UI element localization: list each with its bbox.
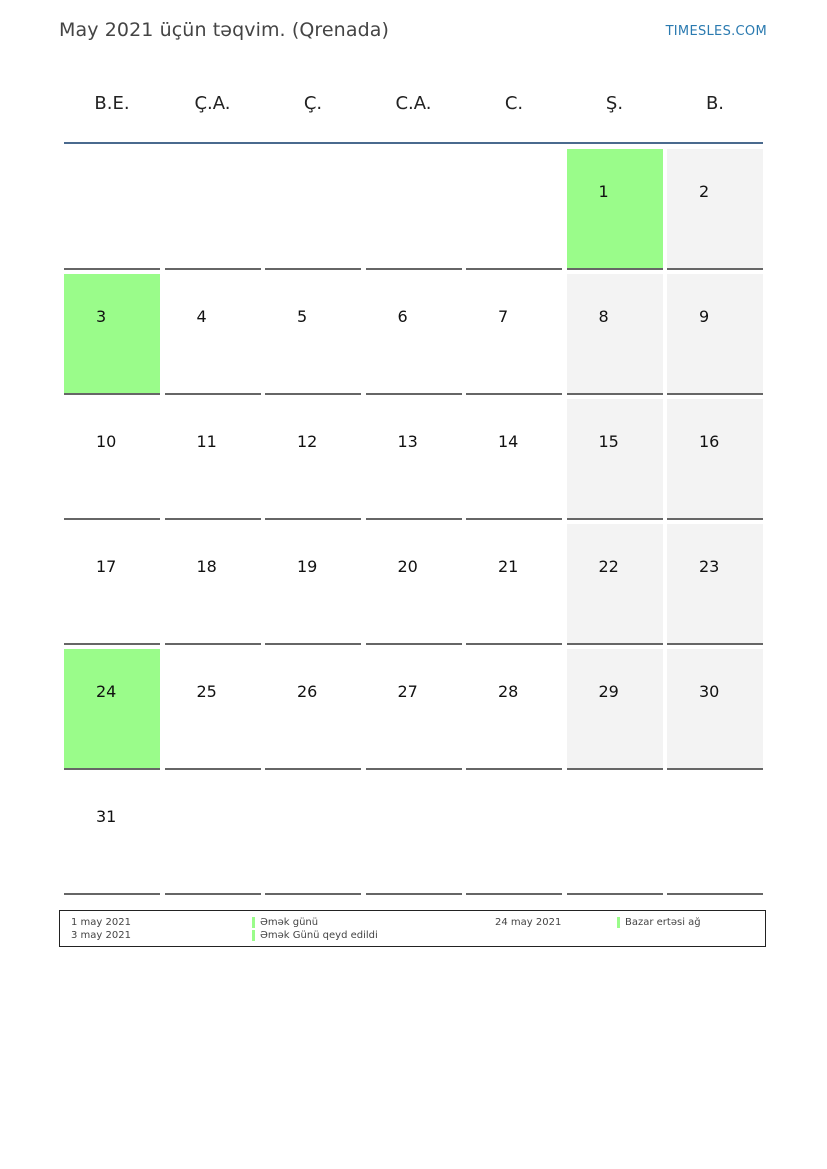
day-cell-8 (567, 274, 663, 395)
day-number: 23 (699, 557, 720, 576)
day-cell-15 (567, 399, 663, 520)
weekday-friday: C. (504, 93, 524, 114)
day-cell-23 (667, 524, 763, 645)
day-cell-6 (366, 274, 462, 395)
day-number: 12 (297, 432, 318, 451)
legend-holiday-name-3: Bazar ertəsi ağ (625, 917, 701, 928)
empty-day-cell (366, 149, 462, 270)
day-number: 17 (96, 557, 117, 576)
day-number: 6 (397, 307, 408, 326)
day-number: 1 (598, 182, 609, 201)
brand-link[interactable]: TIMESLES.COM (665, 24, 767, 39)
holiday-legend (59, 910, 766, 947)
day-cell-18 (165, 524, 261, 645)
day-number: 21 (498, 557, 519, 576)
day-number: 2 (699, 182, 710, 201)
day-cell-17 (64, 524, 160, 645)
empty-day-cell (466, 774, 562, 895)
day-number: 13 (397, 432, 418, 451)
day-cell-20 (366, 524, 462, 645)
legend-holiday-marker-1 (252, 917, 255, 928)
day-cell-2 (667, 149, 763, 270)
day-number: 27 (397, 682, 418, 701)
day-cell-22 (567, 524, 663, 645)
day-number: 24 (96, 682, 117, 701)
day-number: 18 (196, 557, 217, 576)
day-cell-14 (466, 399, 562, 520)
day-cell-7 (466, 274, 562, 395)
day-number: 4 (196, 307, 207, 326)
day-number: 20 (397, 557, 418, 576)
day-number: 10 (96, 432, 117, 451)
day-cell-21 (466, 524, 562, 645)
day-number: 7 (498, 307, 509, 326)
legend-date-2: 3 may 2021 (71, 930, 131, 941)
day-cell-16 (667, 399, 763, 520)
weekday-saturday: Ş. (605, 93, 624, 114)
empty-day-cell (567, 774, 663, 895)
calendar-grid (64, 149, 763, 895)
day-number: 3 (96, 307, 107, 326)
day-cell-10 (64, 399, 160, 520)
legend-holiday-name-2: Əmək Günü qeyd edildi (260, 930, 378, 941)
day-cell-24 (64, 649, 160, 770)
weekday-thursday: C.A. (395, 93, 432, 114)
day-number: 25 (196, 682, 217, 701)
weekday-wednesday: Ç. (303, 93, 323, 114)
legend-holiday-name-1: Əmək günü (260, 917, 319, 928)
day-cell-1 (567, 149, 663, 270)
empty-day-cell (667, 774, 763, 895)
day-cell-11 (165, 399, 261, 520)
empty-day-cell (265, 149, 361, 270)
day-number: 9 (699, 307, 710, 326)
empty-day-cell (165, 149, 261, 270)
day-number: 22 (598, 557, 619, 576)
header-divider (64, 142, 763, 144)
weekday-monday: B.E. (94, 93, 130, 114)
empty-day-cell (64, 149, 160, 270)
day-number: 31 (96, 807, 117, 826)
day-number: 5 (297, 307, 308, 326)
day-cell-26 (265, 649, 361, 770)
empty-day-cell (265, 774, 361, 895)
day-number: 30 (699, 682, 720, 701)
legend-date-1: 1 may 2021 (71, 917, 131, 928)
day-cell-27 (366, 649, 462, 770)
day-number: 28 (498, 682, 519, 701)
legend-holiday-marker-3 (617, 917, 620, 928)
day-number: 26 (297, 682, 318, 701)
weekday-header (64, 84, 763, 124)
empty-day-cell (366, 774, 462, 895)
page-title: May 2021 üçün təqvim. (Qrenada) (59, 19, 389, 41)
day-cell-30 (667, 649, 763, 770)
day-cell-19 (265, 524, 361, 645)
day-cell-28 (466, 649, 562, 770)
day-cell-25 (165, 649, 261, 770)
day-cell-12 (265, 399, 361, 520)
empty-day-cell (165, 774, 261, 895)
day-cell-31 (64, 774, 160, 895)
day-cell-4 (165, 274, 261, 395)
day-cell-3 (64, 274, 160, 395)
empty-day-cell (466, 149, 562, 270)
day-number: 19 (297, 557, 318, 576)
weekday-tuesday: Ç.A. (194, 93, 231, 114)
day-cell-29 (567, 649, 663, 770)
day-cell-13 (366, 399, 462, 520)
day-number: 15 (598, 432, 619, 451)
day-cell-5 (265, 274, 361, 395)
day-number: 8 (598, 307, 609, 326)
day-number: 29 (598, 682, 619, 701)
legend-date-3: 24 may 2021 (495, 917, 562, 928)
day-number: 14 (498, 432, 519, 451)
legend-holiday-marker-2 (252, 930, 255, 941)
day-cell-9 (667, 274, 763, 395)
weekday-sunday: B. (705, 93, 725, 114)
day-number: 11 (196, 432, 217, 451)
day-number: 16 (699, 432, 720, 451)
